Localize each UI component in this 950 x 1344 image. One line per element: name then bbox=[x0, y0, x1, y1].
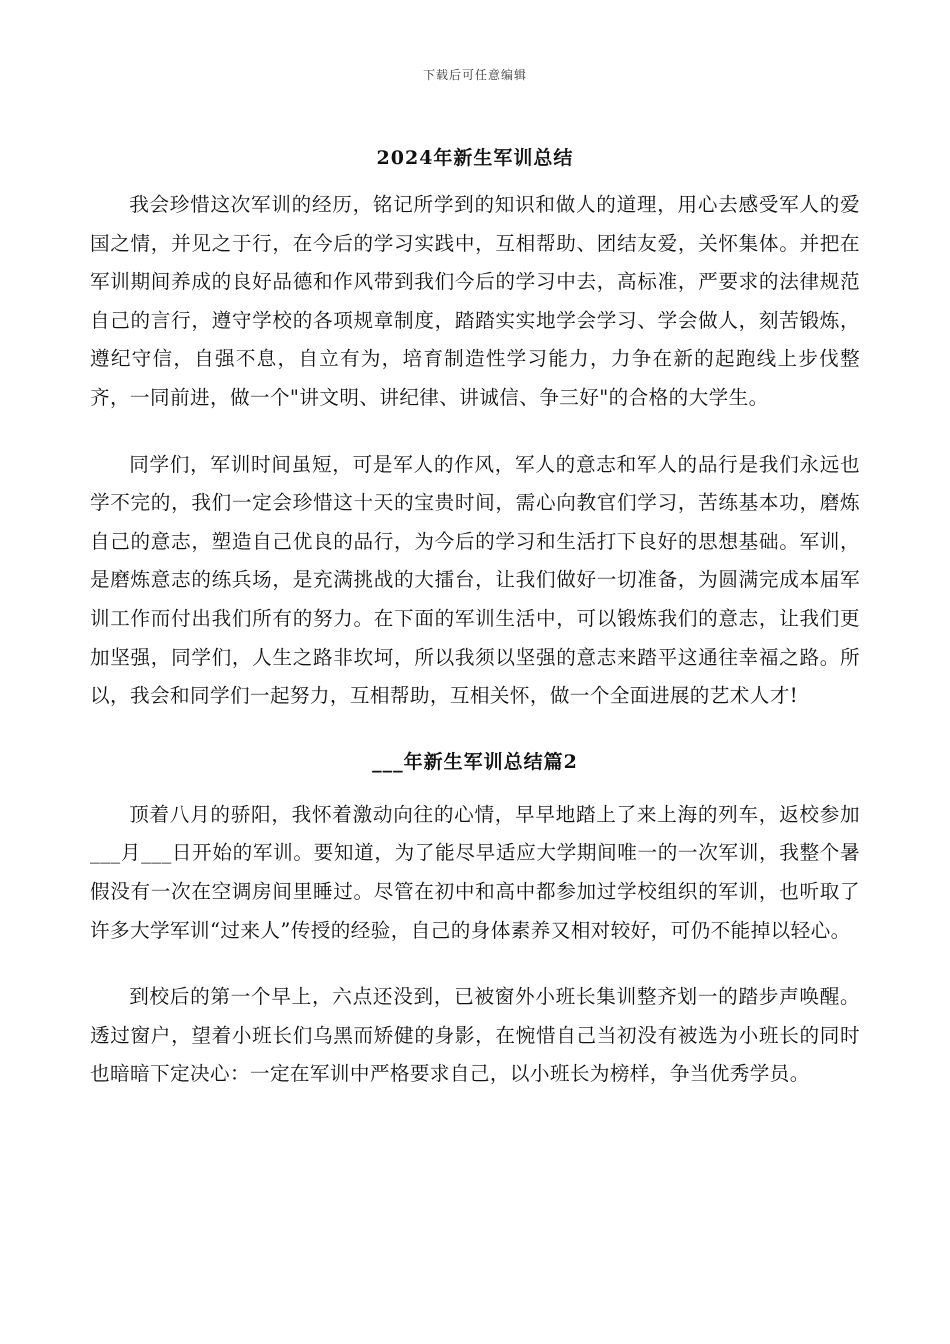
header-note: 下载后可任意编辑 bbox=[422, 68, 527, 82]
paragraph: 顶着八月的骄阳，我怀着激动向往的心情，早早地踏上了来上海的列车，返校参加___月___日开始的军训。要知道，为了能尽早适应大学期间唯一的一次军训，我整个暑假没有一次在空调房间里睡过。尽管在初中和高中都参加过学校组织的军训，也听取了许多大学军训“过来人”传授的经验，自己的身体素养又相对较好，可仍不能掉以轻心。 bbox=[90, 802, 860, 942]
section-title: ___年新生军训总结篇2 bbox=[372, 750, 578, 773]
paragraph: 同学们，军训时间虽短，可是军人的作风，军人的意志和军人的品行是我们永远也学不完的，我们一定会珍惜这十天的宝贵时间，需心向教官们学习，苦练基本功，磨炼自己的意志，塑造自己优良的品行，为今后的学习和生活打下良好的思想基础。军训，是磨炼意志的练兵场，是充满挑战的大擂台，让我们做好一切准备，为圆满完成本届军训工作而付出我们所有的努力。在下面的军训生活中，可以锻炼我们的意志，让我们更加坚强，同学们，人生之路非坎坷，所以我须以坚强的意志来踏平这通往幸福之路。所以，我会和同学们一起努力，互相帮助，互相关怀，做一个全面进展的艺术人才! bbox=[90, 452, 860, 708]
paragraph: 到校后的第一个早上，六点还没到，已被窗外小班长集训整齐划一的踏步声唤醒。透过窗户，望着小班长们乌黑而矫健的身影，在惋惜自己当初没有被选为小班长的同时也暗暗下定决心：一定在军训中严格要求自己，以小班长为榜样，争当优秀学员。 bbox=[90, 985, 860, 1086]
paragraph: 我会珍惜这次军训的经历，铭记所学到的知识和做人的道理，用心去感受军人的爱国之情，并见之于行，在今后的学习实践中，互相帮助、团结友爱，关怀集体。并把在军训期间养成的良好品德和作风带到我们今后的学习中去，高标准，严要求的法律规范自己的言行，遵守学校的各项规章制度，踏踏实实地学会学习、学会做人，刻苦锻炼，遵纪守信，自强不息，自立有为，培育制造性学习能力，力争在新的起跑线上步伐整齐，一同前进，做一个"讲文明、讲纪律、讲诚信、争三好"的合格的大学生。 bbox=[90, 193, 860, 409]
document-title: 2024年新生军训总结 bbox=[376, 147, 574, 169]
document-body bbox=[90, 140, 860, 1122]
